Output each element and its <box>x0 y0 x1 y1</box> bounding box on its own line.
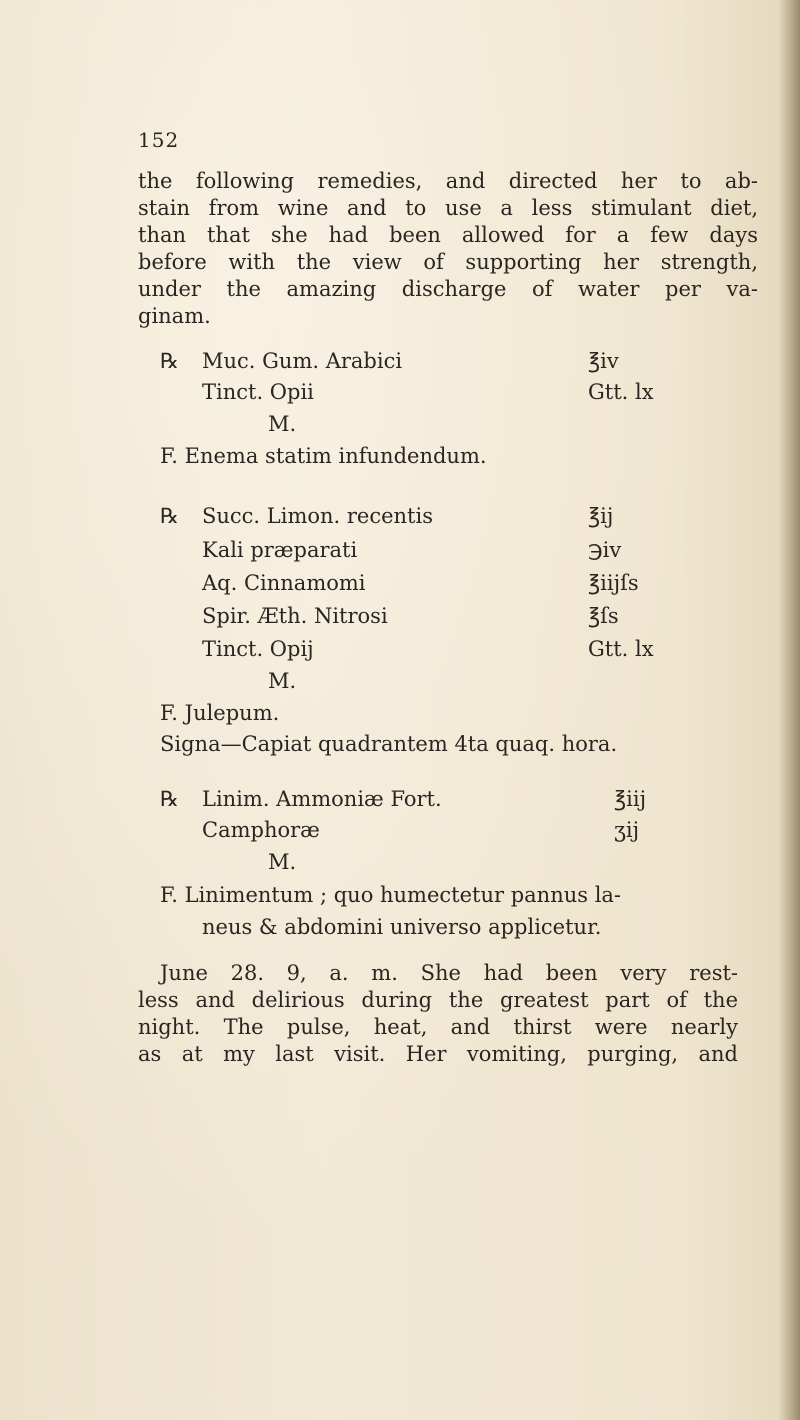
page-number: 152 <box>138 128 180 152</box>
closing-line: as at my last visit. Her vomiting, purging, and <box>138 1042 738 1066</box>
ingredient-name: Succ. Limon. recentis <box>202 504 433 528</box>
prescription-directions: F. Linimentum ; quo humectetur pannus la- <box>160 883 622 907</box>
ingredient-amount: Gtt. lx <box>588 380 654 404</box>
intro-line: before with the view of supporting her strength, <box>138 250 758 274</box>
ingredient-name: Spir. Æth. Nitrosi <box>202 604 388 628</box>
ingredient-amount: ℈iv <box>588 538 622 562</box>
intro-line: stain from wine and to use a less stimulant diet, <box>138 196 758 220</box>
ingredient-amount: ℥iv <box>588 349 619 373</box>
rx-symbol: ℞ <box>160 787 179 811</box>
closing-line: June 28. 9, a. m. She had been very rest- <box>160 961 738 985</box>
ingredient-name: Linim. Ammoniæ Fort. <box>202 787 442 811</box>
mix-instruction: M. <box>268 412 297 436</box>
closing-paragraph <box>138 960 738 1068</box>
ingredient-amount: ʒij <box>614 818 640 842</box>
intro-line: the following remedies, and directed her to ab- <box>138 169 758 193</box>
ingredient-name: Tinct. Opii <box>202 380 314 404</box>
ingredient-amount: ℥iij <box>614 787 647 811</box>
ingredient-name: Muc. Gum. Arabici <box>202 349 403 373</box>
ingredient-name: Aq. Cinnamomi <box>202 571 366 595</box>
rx-symbol: ℞ <box>160 504 179 528</box>
mix-instruction: M. <box>268 669 297 693</box>
prescription-directions: F. Enema statim infundendum. <box>160 444 487 468</box>
ingredient-amount: Gtt. lx <box>588 637 654 661</box>
ingredient-amount: ℥ij <box>588 504 614 528</box>
intro-line: ginam. <box>138 304 211 328</box>
prescription-signa: Signa—Capiat quadrantem 4ta quaq. hora. <box>160 732 618 756</box>
page-edge-shadow <box>778 0 800 1420</box>
prescription-directions: F. Julepum. <box>160 701 280 725</box>
rx-symbol: ℞ <box>160 349 179 373</box>
intro-paragraph <box>138 168 758 330</box>
intro-line: than that she had been allowed for a few days <box>138 223 758 247</box>
closing-line: night. The pulse, heat, and thirst were nearly <box>138 1015 738 1039</box>
closing-line: less and delirious during the greatest part of the <box>138 988 738 1012</box>
ingredient-amount: ℥iijſs <box>588 571 639 595</box>
intro-line: under the amazing discharge of water per va- <box>138 277 758 301</box>
ingredient-name: Camphoræ <box>202 818 320 842</box>
ingredient-name: Kali præparati <box>202 538 358 562</box>
ingredient-amount: ℥ſs <box>588 604 619 628</box>
prescription-directions-continued: neus & abdomini universo applicetur. <box>202 915 602 939</box>
mix-instruction: M. <box>268 850 297 874</box>
ingredient-name: Tinct. Opij <box>202 637 314 661</box>
